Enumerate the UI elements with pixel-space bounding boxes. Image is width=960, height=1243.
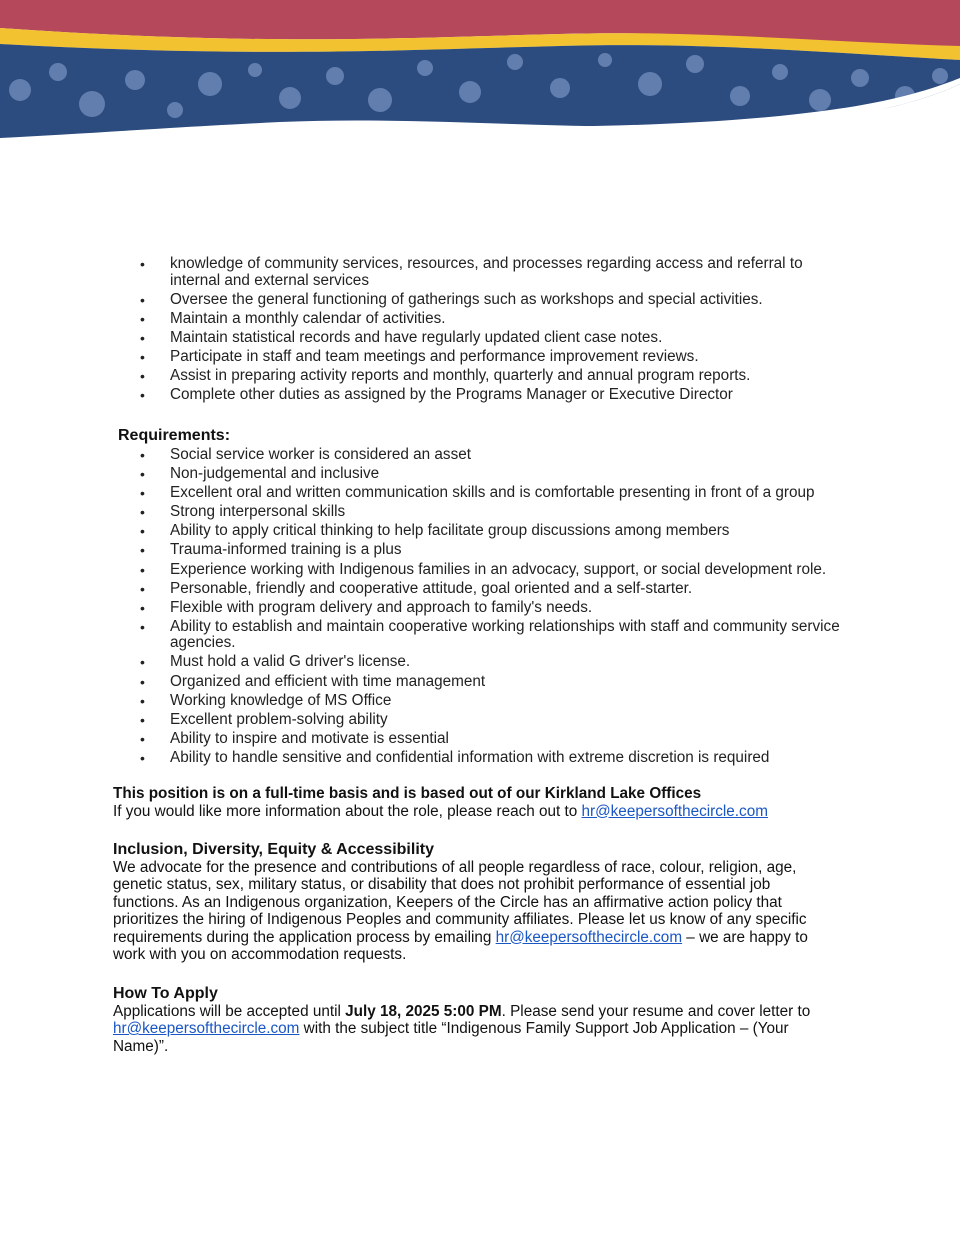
position-section (113, 785, 838, 820)
list-item: • Oversee the general functioning of gatherings such as workshops and special activities. (0, 292, 960, 309)
list-item: • Complete other duties as assigned by the Programs Manager or Executive Director (0, 387, 960, 404)
apply-text-3: with the subject title “Indigenous Family Support Job Application – (Your Name)”. (113, 1020, 789, 1055)
duties-list (0, 256, 960, 406)
requirements-heading: Requirements: (118, 427, 231, 444)
apply-text: Applications will be accepted until (113, 1002, 346, 1020)
list-item: • Flexible with program delivery and approach to family's needs. (0, 600, 960, 617)
apply-deadline: July 18, 2025 5:00 PM (345, 1002, 502, 1020)
list-item: • Social service worker is considered an asset (0, 447, 960, 464)
position-statement: This position is on a full-time basis and is based out of our Kirkland Lake Offices (113, 785, 702, 802)
list-item: • Maintain statistical records and have regularly updated client case notes. (0, 330, 960, 347)
apply-text-2: . Please send your resume and cover letter to (501, 1002, 811, 1020)
inclusion-body (113, 859, 838, 964)
header-banner (0, 0, 960, 150)
list-item: • Strong interpersonal skills (0, 504, 960, 521)
inclusion-text-end: – we are happy to work with you on accommodation requests. (113, 928, 808, 963)
inclusion-text: We advocate for the presence and contributions of all people regardless of race, colour, religion, age, genetic status, sex, military status, or disability that does not prohibit performance of essential job functions. As an Indigenous organization, Keepers of the Circle has an affirmative action policy that prioritizes the hiring of Indigenous Peoples and community affiliates. Please let us know of any specific requirements during the application process by emailing (113, 858, 807, 946)
email-link[interactable]: hr@keepersofthecircle.com (581, 802, 768, 820)
requirements-list (0, 447, 960, 769)
apply-heading: How To Apply (113, 985, 218, 1002)
list-item: • Assist in preparing activity reports and monthly, quarterly and annual program reports. (0, 368, 960, 385)
list-item: • knowledge of community services, resources, and processes regarding access and referral to internal and external services (0, 256, 960, 289)
list-item: • Excellent oral and written communication skills and is comfortable presenting in front of a group (0, 485, 960, 502)
apply-section (113, 985, 838, 1055)
list-item: • Must hold a valid G driver's license. (0, 654, 960, 671)
list-item: • Ability to apply critical thinking to help facilitate group discussions among members (0, 523, 960, 540)
list-item: • Excellent problem-solving ability (0, 712, 960, 729)
list-item: • Maintain a monthly calendar of activities. (0, 311, 960, 328)
inclusion-section (113, 841, 838, 964)
list-item: • Working knowledge of MS Office (0, 693, 960, 710)
list-item: • Non-judgemental and inclusive (0, 466, 960, 483)
list-item: • Ability to inspire and motivate is essential (0, 731, 960, 748)
contact-line (113, 803, 838, 821)
list-item: • Trauma-informed training is a plus (0, 542, 960, 559)
list-item: • Ability to establish and maintain cooperative working relationships with staff and community service agencies. (0, 619, 960, 652)
list-item: • Participate in staff and team meetings and performance improvement reviews. (0, 349, 960, 366)
list-item: • Organized and efficient with time management (0, 674, 960, 691)
list-item: • Personable, friendly and cooperative attitude, goal oriented and a self-starter. (0, 581, 960, 598)
list-item: • Ability to handle sensitive and confidential information with extreme discretion is required (0, 750, 960, 767)
apply-body (113, 1003, 838, 1056)
inclusion-heading: Inclusion, Diversity, Equity & Accessibility (113, 841, 434, 858)
email-link[interactable]: hr@keepersofthecircle.com (113, 1020, 300, 1037)
list-item: • Experience working with Indigenous families in an advocacy, support, or social development role. (0, 562, 960, 579)
contact-text: If you would like more information about the role, please reach out to (113, 802, 582, 820)
email-link[interactable]: hr@keepersofthecircle.com (495, 928, 683, 946)
